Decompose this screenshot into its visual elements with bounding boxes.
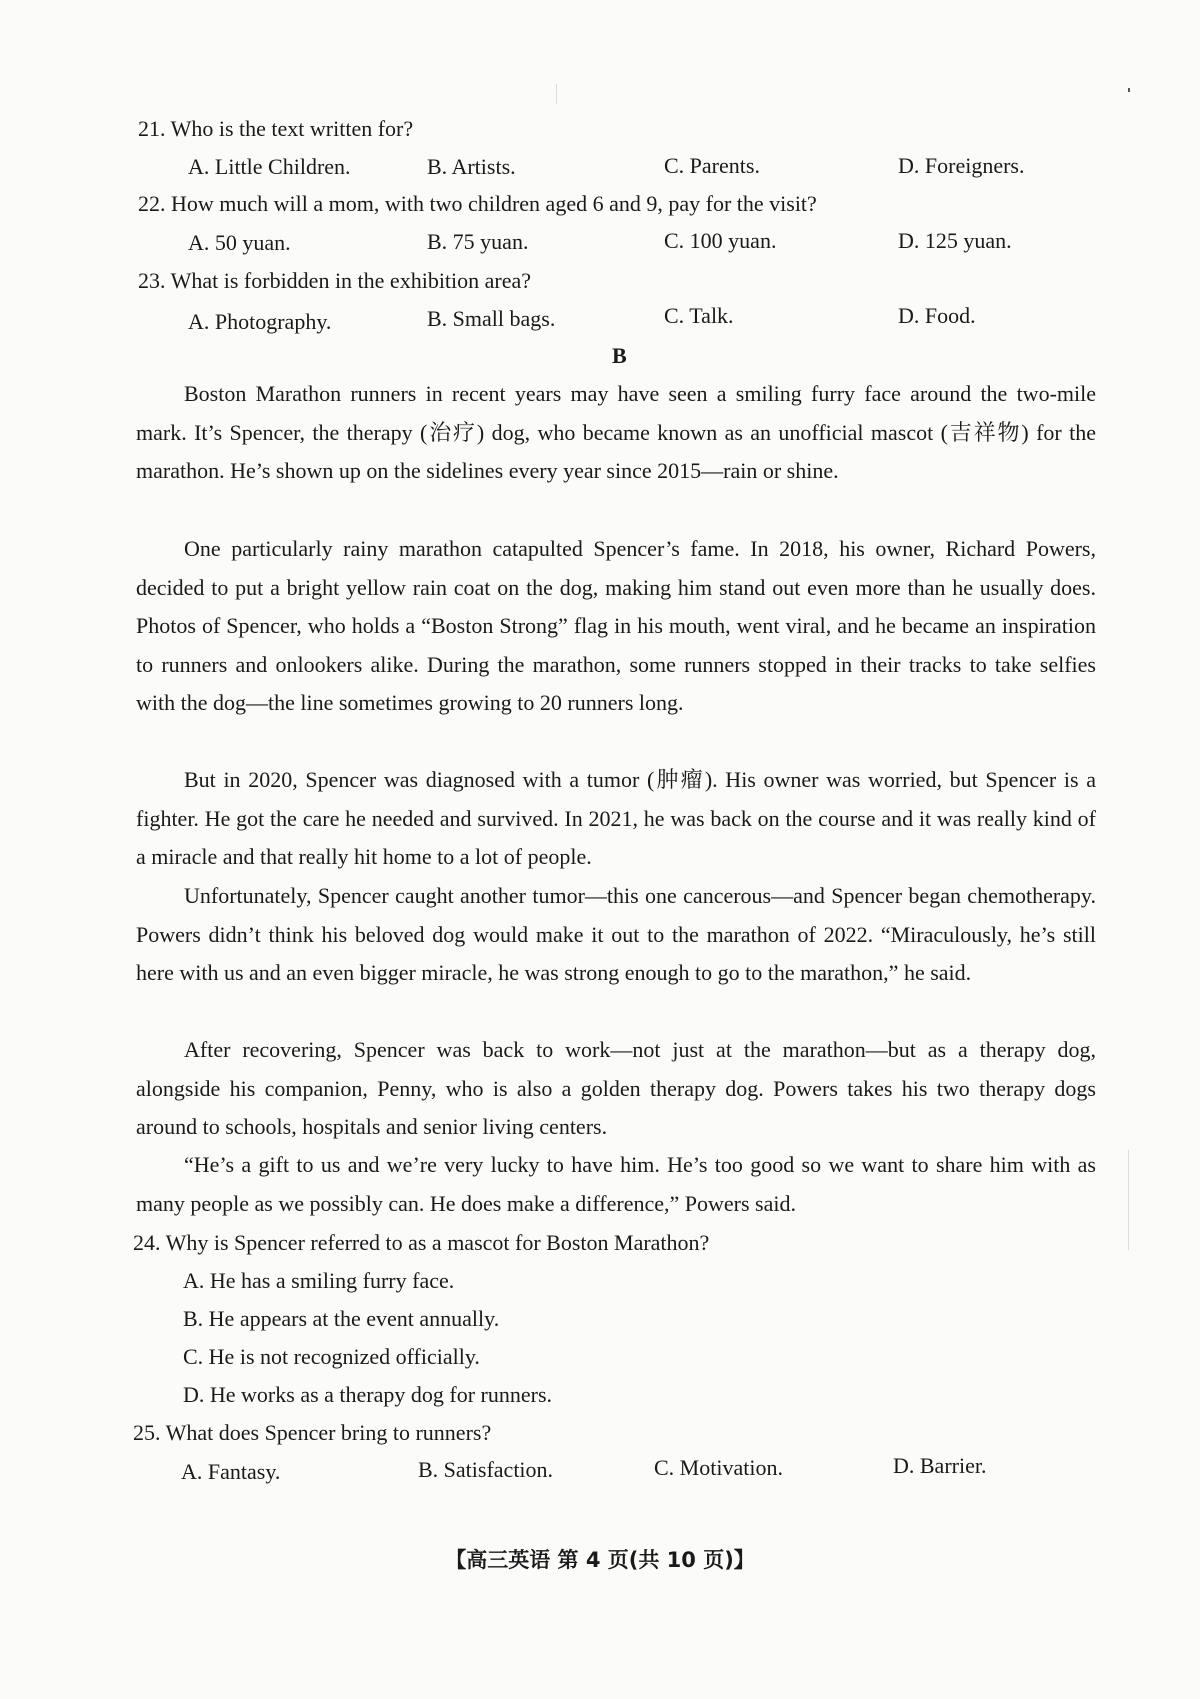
scan-speck (1128, 88, 1130, 92)
question-22-option-a: A. 50 yuan. (188, 230, 291, 255)
passage-paragraph-6: “He’s a gift to us and we’re very lucky to have him. He’s too good so we want to share him with as many people as we possibly can. He does make a difference,” Powers said. (136, 1152, 1096, 1216)
question-24-stem: 24. Why is Spencer referred to as a mascot for Boston Marathon? (133, 1230, 710, 1255)
question-23-option-a: A. Photography. (188, 309, 332, 334)
passage-paragraph-1: Boston Marathon runners in recent years may have seen a smiling furry face around the two-mile mark. It’s Spencer, the therapy (治疗) dog, who became known as an unofficial mascot (吉祥物) for the marathon. He’s shown up on the sidelines every year since 2015—rain or shine. (136, 381, 1096, 483)
question-23-stem: 23. What is forbidden in the exhibition area? (138, 268, 532, 293)
question-21-option-d: D. Foreigners. (898, 153, 1025, 178)
question-22-stem: 22. How much will a mom, with two children aged 6 and 9, pay for the visit? (138, 191, 817, 216)
question-24-option-c: C. He is not recognized officially. (183, 1344, 480, 1369)
question-25-option-c: C. Motivation. (654, 1455, 783, 1480)
question-21-stem: 21. Who is the text written for? (138, 116, 414, 141)
question-22-option-c: C. 100 yuan. (664, 228, 777, 253)
question-25-stem: 25. What does Spencer bring to runners? (133, 1420, 492, 1445)
page-footer: 【高三英语 第 4 页(共 10 页)】 (445, 1548, 755, 1572)
question-24-option-d: D. He works as a therapy dog for runners. (183, 1382, 553, 1407)
section-heading: B (612, 343, 627, 368)
passage-paragraph-4: Unfortunately, Spencer caught another tumor—this one cancerous—and Spencer began chemotherapy. Powers didn’t think his beloved dog would make it out to the marathon of 2022. “Miraculously, he’s still here with us and an even bigger miracle, he was strong enough to go to the marathon,” he said. (136, 883, 1096, 985)
question-22-option-d: D. 125 yuan. (898, 228, 1012, 253)
question-24-option-a: A. He has a smiling furry face. (183, 1268, 455, 1293)
scan-mark (1128, 1150, 1129, 1250)
question-23-option-c: C. Talk. (664, 303, 734, 328)
passage-paragraph-3: But in 2020, Spencer was diagnosed with a tumor (肿瘤). His owner was worried, but Spencer is a fighter. He got the care he needed and survived. In 2021, he was back on the course and it was really kind of a miracle and that really hit home to a lot of people. (136, 767, 1096, 869)
question-24-option-b: B. He appears at the event annually. (183, 1306, 500, 1331)
question-21-option-a: A. Little Children. (188, 154, 351, 179)
question-21-option-b: B. Artists. (427, 154, 516, 179)
passage-paragraph-5: After recovering, Spencer was back to work—not just at the marathon—but as a therapy dog, alongside his companion, Penny, who is also a golden therapy dog. Powers takes his two therapy dogs around to schools, hospitals and senior living centers. (136, 1037, 1096, 1139)
question-21-option-c: C. Parents. (664, 153, 760, 178)
question-25-option-b: B. Satisfaction. (418, 1457, 554, 1482)
question-25-option-d: D. Barrier. (893, 1453, 987, 1478)
question-25-option-a: A. Fantasy. (181, 1459, 281, 1484)
question-23-option-b: B. Small bags. (427, 306, 556, 331)
question-23-option-d: D. Food. (898, 303, 976, 328)
passage-paragraph-2: One particularly rainy marathon catapulted Spencer’s fame. In 2018, his owner, Richard Powers, decided to put a bright yellow rain coat on the dog, making him stand out even more than he usually does. Photos of Spencer, who holds a “Boston Strong” flag in his mouth, went viral, and he became an inspiration to runners and onlookers alike. During the marathon, some runners stopped in their tracks to take selfies with the dog—the line sometimes growing to 20 runners long. (136, 536, 1096, 715)
scan-mark (556, 84, 557, 104)
question-22-option-b: B. 75 yuan. (427, 229, 529, 254)
